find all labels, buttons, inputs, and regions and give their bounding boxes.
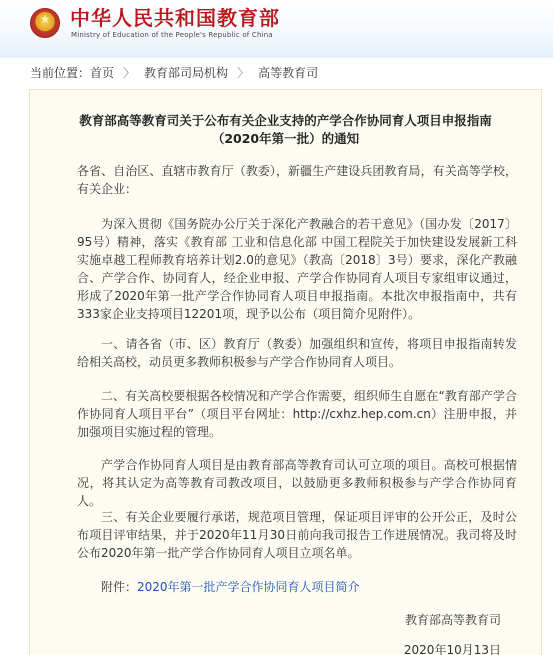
breadcrumb-prefix: 当前位置： xyxy=(30,66,91,80)
article-signature: 教育部高等教育司 xyxy=(404,613,501,627)
site-subtitle: Ministry of Education of the People's Republic of China xyxy=(71,31,273,39)
article-salutation: 各省、自治区、直辖市教育厅（教委），新疆生产建设兵团教育局，有关高等学校，有关企业： xyxy=(77,164,517,196)
breadcrumb xyxy=(30,64,318,81)
article-paragraph: 一、请各省（市、区）教育厅（教委）加强组织和宣传，将项目申报指南转发给相关高校，动员更多教师积极参与产学合作协同育人项目。 xyxy=(77,337,517,369)
article-paragraph: 二、有关高校要根据各校情况和产学合作需要，组织师生自愿在“教育部产学合作协同育人项目平台”（项目平台网址：http://cxhz.hep.com.cn）注册申报，并加强项目实施过程的管理。 xyxy=(77,389,517,439)
article-date: 2020年10月13日 xyxy=(403,643,501,655)
article-paragraph: 为深入贯彻《国务院办公厅关于深化产教融合的若干意见》（国办发〔2017〕95号）精神，落实《教育部 工业和信息化部 中国工程院关于加快建设发展新工科 实施卓越工程师教育培养计划2.0的意见》（教高〔2018〕3号）要求，深化产教融合、产学合作、协同育人，经企业申报、产学合作协同育人项目专家组审议通过，形成了2020年第一批产学合作协同育人项目申报指南。本批次申报指南中，共有333家企业支持项目12201项，现予以公布（项目简介见附件）。 xyxy=(77,217,517,321)
breadcrumb-home-link[interactable]: 首页 xyxy=(90,66,115,80)
breadcrumb-higher-education-link[interactable]: 高等教育司 xyxy=(258,66,319,80)
site-header xyxy=(0,0,553,58)
breadcrumb-departments-link[interactable]: 教育部司局机构 xyxy=(144,66,229,80)
article-container xyxy=(29,89,542,655)
site-title[interactable]: 中华人民共和国教育部 xyxy=(70,6,280,30)
attachment-line xyxy=(101,578,360,596)
breadcrumb-separator: 〉 xyxy=(237,66,250,80)
article-paragraph: 产学合作协同育人项目是由教育部高等教育司认可立项的项目。高校可根据情况，将其认定为高等教育司教改项目，以鼓励更多教师积极参与产学合作协同育人。 xyxy=(77,458,517,508)
attachment-link[interactable]: 2020年第一批产学合作协同育人项目简介 xyxy=(137,580,360,594)
article-title: 教育部高等教育司关于公布有关企业支持的产学合作协同育人项目申报指南（2020年第一批）的通知 xyxy=(79,113,492,146)
attachment-label: 附件： xyxy=(101,580,138,594)
article-paragraph: 三、有关企业要履行承诺，规范项目管理，保证项目评审的公开公正，及时公布项目评审结果，并于2020年11月30日前向我司报告工作进展情况。我司将及时公布2020年第一批产学合作协同育人项目立项名单。 xyxy=(77,510,517,560)
national-emblem-icon: ★ xyxy=(30,8,60,38)
breadcrumb-separator: 〉 xyxy=(123,66,136,80)
